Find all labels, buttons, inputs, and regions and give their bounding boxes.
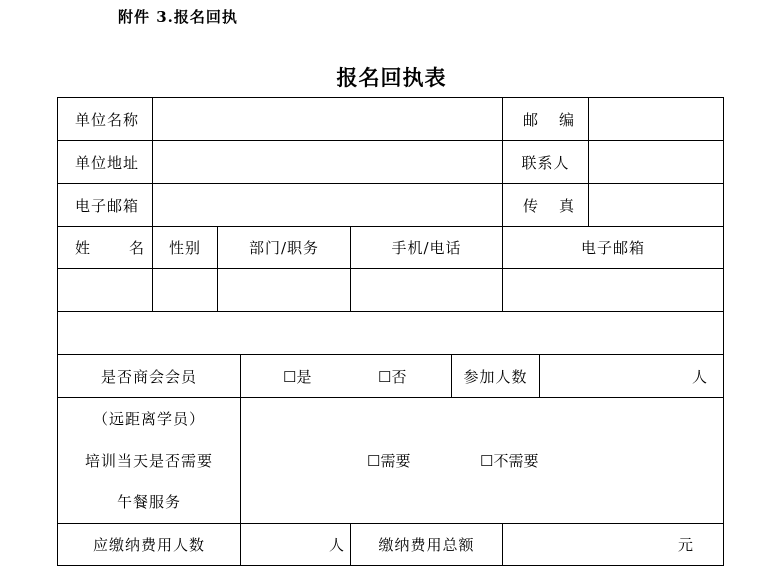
postal-code-input[interactable] bbox=[589, 98, 723, 140]
contact-person-label: 联系人 bbox=[521, 153, 570, 172]
membership-label: 是否商会会员 bbox=[100, 367, 197, 386]
lunch-options bbox=[241, 398, 723, 523]
fee-payers-unit: 人 bbox=[328, 536, 344, 554]
attendee-row-2-name[interactable] bbox=[58, 312, 152, 354]
attendee-count-input[interactable] bbox=[540, 355, 723, 397]
attendee-gender-header: 性别 bbox=[168, 239, 201, 257]
fax-label-part1: 传 bbox=[523, 196, 539, 215]
attendee-row-2-gender[interactable] bbox=[153, 312, 217, 354]
attendee-row-1-gender[interactable] bbox=[153, 269, 217, 311]
attendee-count-unit: 人 bbox=[691, 367, 707, 386]
attachment-label: 附件 3.报名回执 bbox=[118, 8, 238, 26]
unit-address-input[interactable] bbox=[153, 141, 502, 183]
fax-label bbox=[503, 184, 588, 226]
attendee-row-2-phone[interactable] bbox=[351, 312, 502, 354]
fee-total-unit: 元 bbox=[677, 536, 693, 554]
form-title: 报名回执表 bbox=[336, 65, 447, 90]
attendee-row-1-name[interactable] bbox=[58, 269, 152, 311]
email-input[interactable] bbox=[153, 184, 502, 226]
attendee-dept-header: 部门/职务 bbox=[248, 239, 320, 257]
attendee-name-header bbox=[58, 227, 152, 268]
attendee-name-header-part2: 名 bbox=[129, 239, 145, 257]
fax-label-part2: 真 bbox=[559, 196, 575, 215]
attendee-row-2-dept[interactable] bbox=[218, 312, 350, 354]
unit-name-label: 单位名称 bbox=[75, 110, 140, 129]
fee-payers-input[interactable] bbox=[241, 524, 350, 565]
table-border-bottom bbox=[57, 565, 724, 566]
membership-yes-checkbox[interactable]: ☐是 bbox=[283, 367, 312, 386]
postal-code-label bbox=[503, 98, 588, 140]
lunch-need-checkbox[interactable]: ☐需要 bbox=[367, 452, 411, 470]
unit-address-label: 单位地址 bbox=[75, 153, 140, 172]
attendee-phone-header: 手机/电话 bbox=[391, 239, 462, 257]
lunch-question-line2: 培训当天是否需要 bbox=[84, 452, 213, 470]
fax-input[interactable] bbox=[589, 184, 723, 226]
fee-total-input[interactable] bbox=[503, 524, 723, 565]
postal-code-label-part2: 编 bbox=[559, 110, 575, 129]
attendee-email-header: 电子邮箱 bbox=[580, 239, 645, 257]
email-label: 电子邮箱 bbox=[75, 196, 140, 215]
attendee-row-1-dept[interactable] bbox=[218, 269, 350, 311]
attendee-row-2-email[interactable] bbox=[503, 312, 723, 354]
attendee-row-1-phone[interactable] bbox=[351, 269, 502, 311]
unit-name-input[interactable] bbox=[153, 98, 502, 140]
lunch-question-line3: 午餐服务 bbox=[116, 493, 181, 511]
membership-options bbox=[241, 355, 451, 397]
lunch-question-line1: （远距离学员） bbox=[92, 410, 205, 428]
lunch-no-need-checkbox[interactable]: ☐不需要 bbox=[480, 452, 539, 470]
attendee-count-label: 参加人数 bbox=[463, 367, 528, 386]
postal-code-label-part1: 邮 bbox=[523, 110, 539, 129]
membership-no-checkbox[interactable]: ☐否 bbox=[378, 367, 407, 386]
contact-person-input[interactable] bbox=[589, 141, 723, 183]
table-border-right bbox=[723, 97, 724, 566]
attendee-row-1-email[interactable] bbox=[503, 269, 723, 311]
attendee-name-header-part1: 姓 bbox=[75, 239, 91, 257]
fee-payers-label: 应缴纳费用人数 bbox=[92, 536, 205, 554]
fee-total-label: 缴纳费用总额 bbox=[378, 536, 475, 554]
